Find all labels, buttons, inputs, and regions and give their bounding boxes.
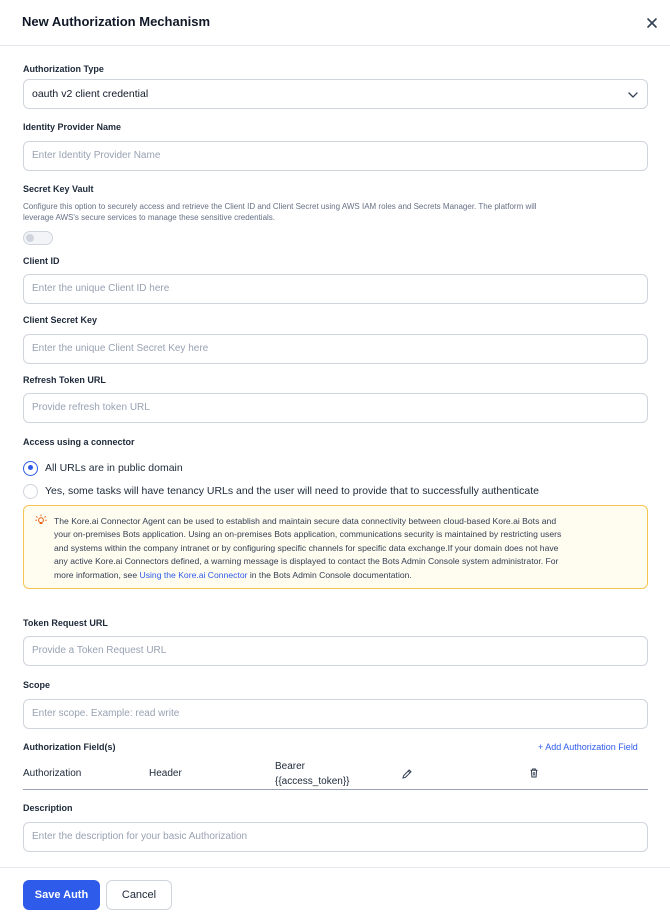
connector-option-public[interactable] (23, 460, 183, 476)
description-input[interactable] (23, 822, 648, 852)
auth-field-value (275, 759, 350, 789)
auth-fields-label: Authorization Field(s) (23, 742, 116, 752)
secret-vault-help-line: leverage AWS's secure services to manage these sensitive credentials. (23, 213, 276, 222)
dialog-header (0, 0, 670, 46)
secret-vault-label: Secret Key Vault (23, 184, 94, 194)
dialog-title: New Authorization Mechanism (22, 14, 211, 29)
token-request-placeholder: Provide a Token Request URL (32, 645, 167, 656)
identity-provider-input[interactable] (23, 141, 648, 171)
connector-label: Access using a connector (23, 437, 135, 447)
identity-provider-label: Identity Provider Name (23, 122, 122, 132)
info-line: any active Kore.ai Connectors defined, a warning message is displayed to contact the Bots Admin Console system administrator. For (54, 556, 559, 567)
scope-input[interactable] (23, 699, 648, 729)
auth-field-location: Header (149, 768, 182, 779)
token-request-label: Token Request URL (23, 618, 108, 628)
scope-label: Scope (23, 680, 51, 690)
connector-info-text (54, 515, 639, 582)
add-auth-field-link[interactable]: + Add Authorization Field (538, 742, 638, 752)
identity-provider-placeholder: Enter Identity Provider Name (32, 150, 161, 161)
info-line: your on-premises Bots application. Using an on-premises Bots application, communications security is maintained by restricting users (54, 529, 562, 540)
lightbulb-icon (35, 514, 47, 526)
auth-field-value-line: {{access_token}} (275, 776, 350, 787)
refresh-token-placeholder: Provide refresh token URL (32, 402, 150, 413)
secret-vault-toggle[interactable] (23, 231, 53, 245)
cancel-button[interactable]: Cancel (106, 880, 172, 910)
refresh-token-label: Refresh Token URL (23, 375, 106, 385)
auth-field-name: Authorization (23, 768, 82, 779)
description-label: Description (23, 803, 73, 813)
connector-info-box (23, 505, 648, 589)
radio-button[interactable] (23, 484, 38, 499)
refresh-token-input[interactable] (23, 393, 648, 423)
description-placeholder: Enter the description for your basic Authorization (32, 831, 248, 842)
client-id-input[interactable] (23, 274, 648, 304)
toggle-knob (26, 234, 34, 242)
token-request-input[interactable] (23, 636, 648, 666)
connector-option-tenancy[interactable] (23, 483, 539, 499)
radio-button-selected[interactable] (23, 461, 38, 476)
secret-vault-help-line: Configure this option to securely access and retrieve the Client ID and Client Secret using AWS IAM roles and Secrets Manager. The platform will (23, 202, 537, 211)
client-id-label: Client ID (23, 256, 60, 266)
connector-docs-link[interactable]: Using the Kore.ai Connector (139, 569, 248, 580)
client-secret-placeholder: Enter the unique Client Secret Key here (32, 343, 209, 354)
trash-icon[interactable] (528, 767, 540, 779)
client-secret-label: Client Secret Key (23, 315, 98, 325)
client-secret-input[interactable] (23, 334, 648, 364)
pencil-icon[interactable] (401, 768, 413, 780)
connector-option-label: All URLs are in public domain (45, 462, 183, 474)
auth-field-value-line: Bearer (275, 761, 306, 772)
info-line-prefix: more information, see (54, 569, 140, 580)
auth-field-row (23, 759, 648, 790)
auth-type-value: oauth v2 client credential (32, 88, 149, 100)
info-line: The Kore.ai Connector Agent can be used to establish and maintain secure data connectivity between cloud-based Kore.ai Bots and (54, 516, 557, 526)
save-auth-button[interactable]: Save Auth (23, 880, 100, 910)
chevron-down-icon (627, 89, 639, 101)
info-line (54, 569, 639, 582)
auth-type-label: Authorization Type (23, 64, 104, 74)
info-line: and systems within the company intranet or by configuring specific channels for specific data exchange.If your domain does not have (54, 542, 559, 553)
connector-option-label: Yes, some tasks will have tenancy URLs and the user will need to provide that to successfully authenticate (45, 485, 539, 497)
secret-vault-help (23, 201, 633, 223)
close-icon[interactable] (644, 15, 660, 31)
info-line-suffix: in the Bots Admin Console documentation. (247, 569, 412, 580)
auth-type-select[interactable] (23, 79, 648, 109)
client-id-placeholder: Enter the unique Client ID here (32, 283, 170, 294)
scope-placeholder: Enter scope. Example: read write (32, 708, 180, 719)
footer-divider (0, 867, 670, 868)
